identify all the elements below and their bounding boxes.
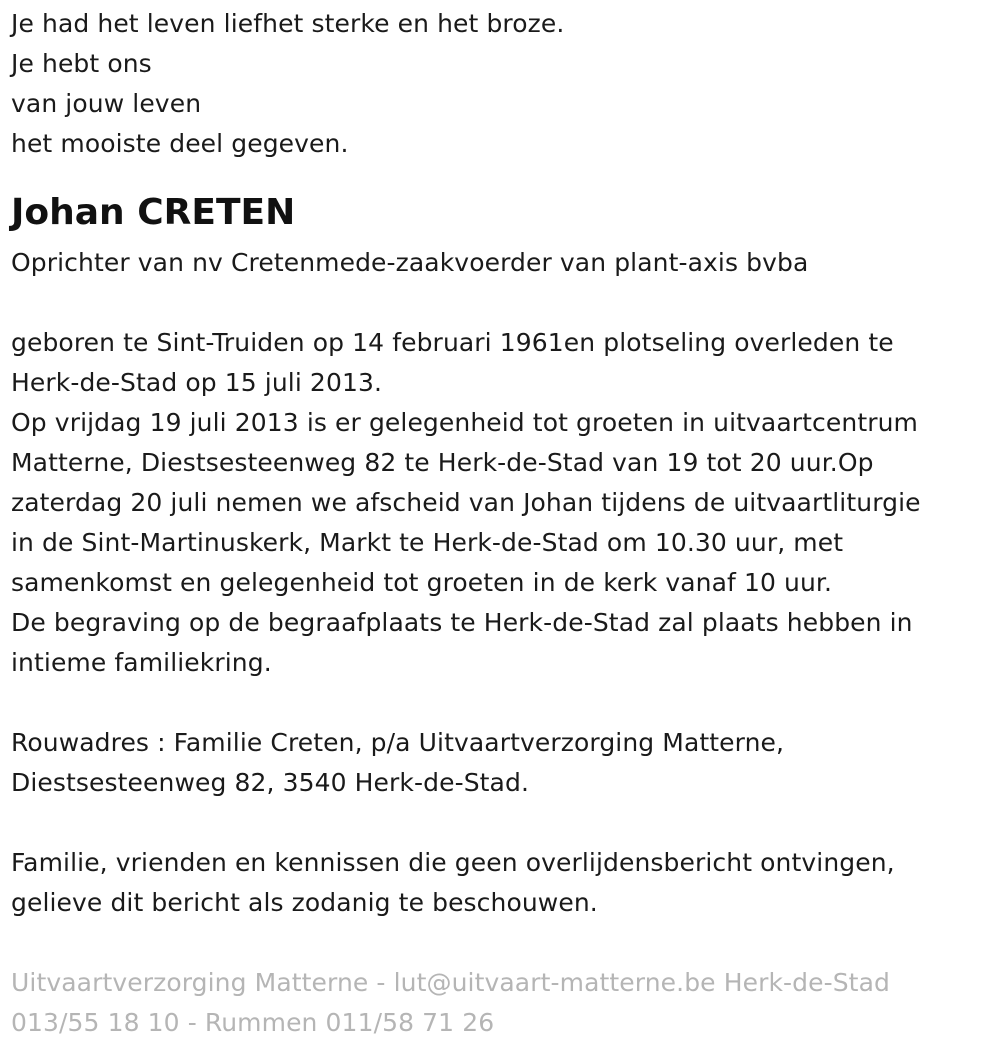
- notice: [11, 843, 991, 923]
- poem-line: het mooiste deel gegeven.: [11, 129, 349, 158]
- poem-line: van jouw leven: [11, 89, 202, 118]
- spacer: [11, 923, 991, 963]
- spacer: [11, 683, 991, 723]
- details-line: in de Sint-Martinuskerk, Markt te Herk-de-Stad om 10.30 uur, met: [11, 528, 844, 557]
- footer-line: Uitvaartverzorging Matterne - lut@uitvaart-matterne.be Herk-de-Stad: [11, 968, 890, 997]
- details-line: Op vrijdag 19 juli 2013 is er gelegenheid tot groeten in uitvaartcentrum: [11, 408, 918, 437]
- address-line: Rouwadres : Familie Creten, p/a Uitvaartverzorging Matterne,: [11, 728, 785, 757]
- deceased-role: Oprichter van nv Cretenmede-zaakvoerder van plant-axis bvba: [11, 248, 809, 277]
- details-line: zaterdag 20 juli nemen we afscheid van Johan tijdens de uitvaartliturgie: [11, 488, 921, 517]
- deceased-name: Johan CRETEN: [11, 192, 296, 233]
- funeral-details: [11, 323, 991, 683]
- poem-line: Je had het leven liefhet sterke en het broze.: [11, 9, 565, 38]
- spacer: [11, 283, 991, 323]
- details-line: De begraving op de begraafplaats te Herk-de-Stad zal plaats hebben in: [11, 608, 913, 637]
- details-line: Matterne, Diestsesteenweg 82 te Herk-de-Stad van 19 tot 20 uur.Op: [11, 448, 874, 477]
- poem-line: Je hebt ons: [11, 49, 152, 78]
- notice-line: gelieve dit bericht als zodanig te beschouwen.: [11, 888, 598, 917]
- spacer: [11, 803, 991, 843]
- address-line: Diestsesteenweg 82, 3540 Herk-de-Stad.: [11, 768, 529, 797]
- poem: [11, 4, 991, 164]
- notice-line: Familie, vrienden en kennissen die geen overlijdensbericht ontvingen,: [11, 848, 895, 877]
- obituary-notice: [11, 4, 991, 1043]
- footer-line: 013/55 18 10 - Rummen 011/58 71 26: [11, 1008, 495, 1037]
- details-line: intieme familiekring.: [11, 648, 272, 677]
- details-line: samenkomst en gelegenheid tot groeten in de kerk vanaf 10 uur.: [11, 568, 833, 597]
- funeral-home-footer: [11, 963, 991, 1043]
- details-line: Herk-de-Stad op 15 juli 2013.: [11, 368, 383, 397]
- mourning-address: [11, 723, 991, 803]
- details-line: geboren te Sint-Truiden op 14 februari 1961en plotseling overleden te: [11, 328, 894, 357]
